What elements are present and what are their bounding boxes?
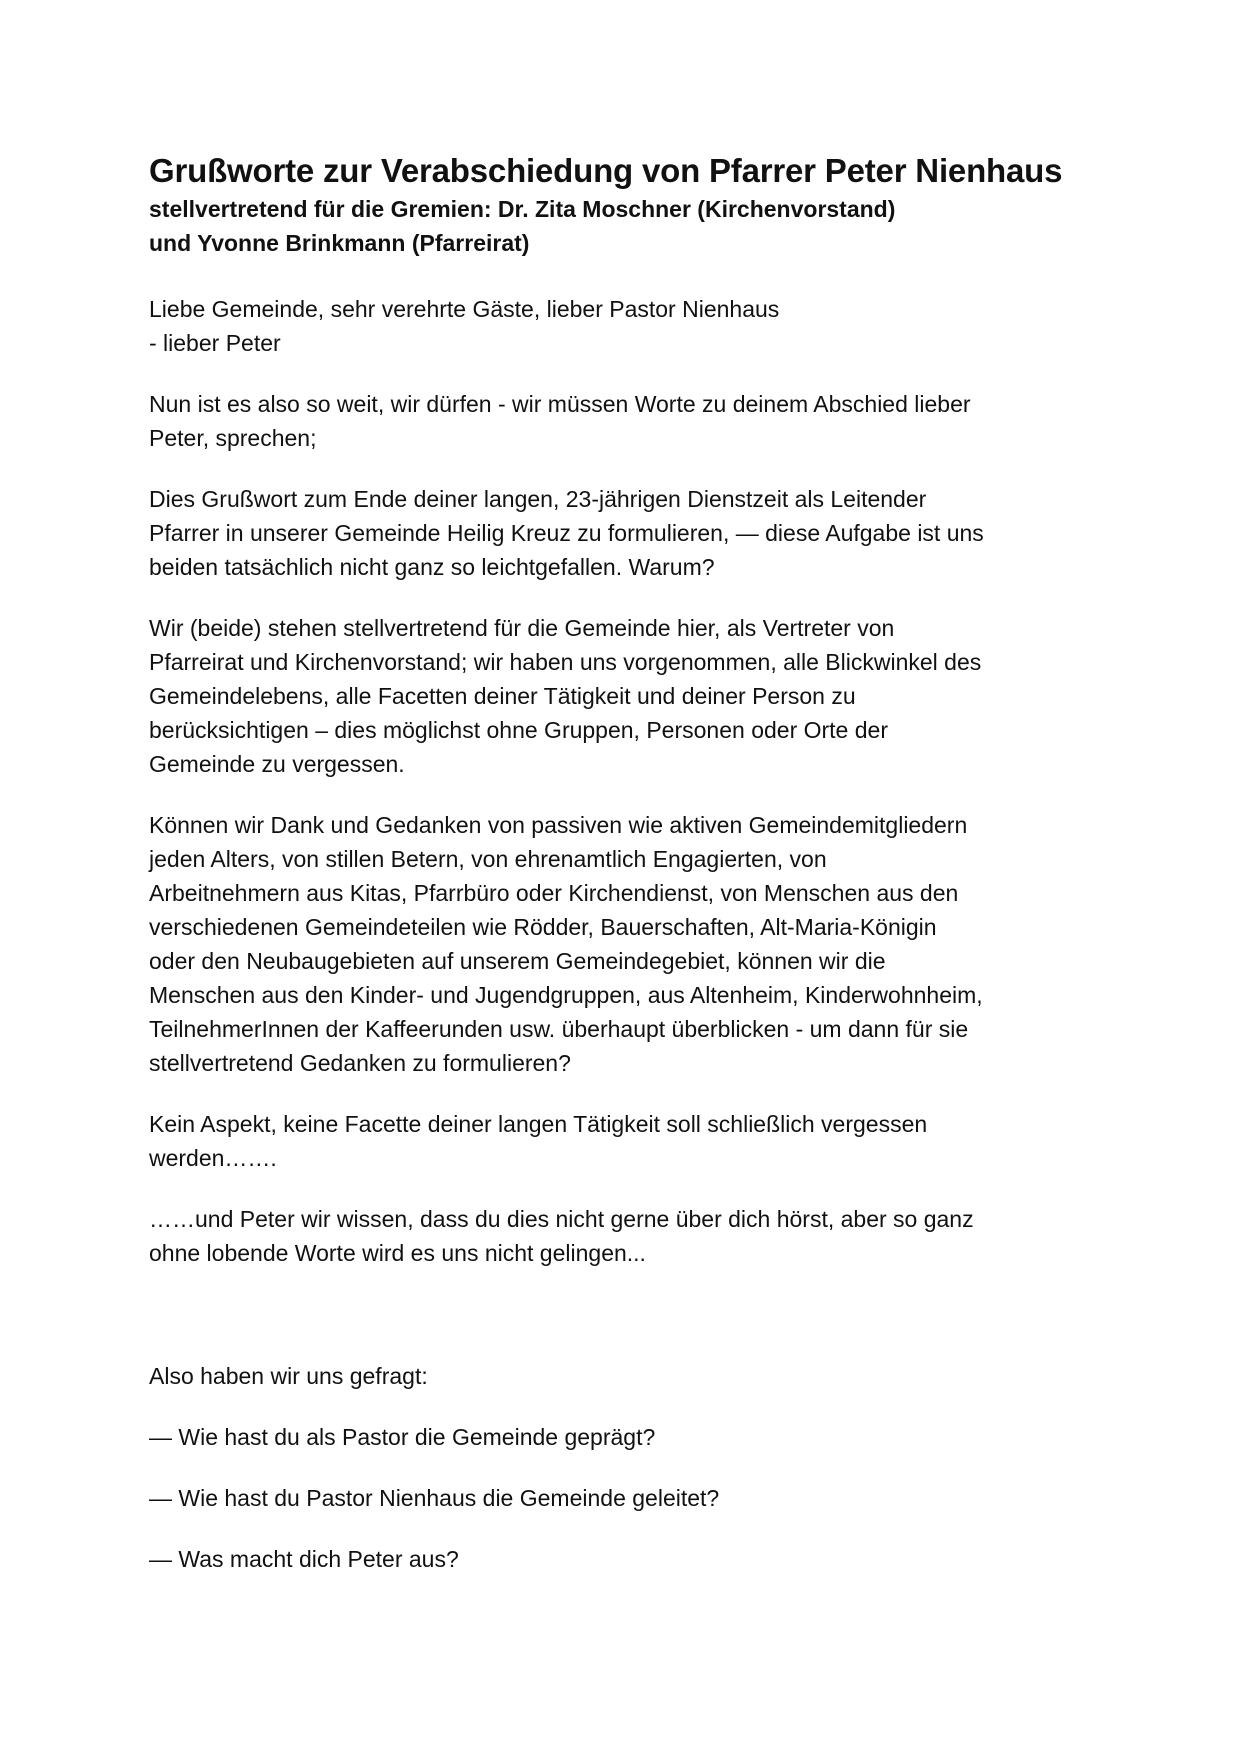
paragraph-line: TeilnehmerInnen der Kaffeerunden usw. überhaupt überblicken - um dann für sie [149,1016,969,1042]
paragraph-line: Menschen aus den Kinder- und Jugendgruppen, aus Altenheim, Kinderwohnheim, [149,982,983,1008]
paragraph-2 [149,482,1109,584]
paragraph-line: Peter, sprechen; [149,425,317,451]
subtitle-line: und Yvonne Brinkmann (Pfarreirat) [149,230,530,256]
paragraph-line: Wir (beide) stehen stellvertretend für die Gemeinde hier, als Vertreter von [149,615,895,641]
paragraph-line: Arbeitnehmern aus Kitas, Pfarrbüro oder Kirchendienst, von Menschen aus den [149,880,959,906]
paragraph-6 [149,1202,1109,1270]
question-item: — Wie hast du als Pastor die Gemeinde geprägt? [149,1424,656,1450]
paragraph-line: ohne lobende Worte wird es uns nicht gelingen... [149,1240,646,1266]
document-title: Grußworte zur Verabschiedung von Pfarrer Peter Nienhaus [149,152,1063,189]
paragraph-line: Pfarreirat und Kirchenvorstand; wir haben uns vorgenommen, alle Blickwinkel des [149,649,982,675]
paragraph-line: Nun ist es also so weit, wir dürfen - wir müssen Worte zu deinem Abschied lieber [149,391,971,417]
greeting-paragraph [149,292,1109,360]
paragraph-line: Gemeinde zu vergessen. [149,751,405,777]
paragraph-line: jeden Alters, von stillen Betern, von ehrenamtlich Engagierten, von [149,846,827,872]
question-item: — Was macht dich Peter aus? [149,1546,459,1572]
paragraph-line: oder den Neubaugebieten auf unserem Gemeindegebiet, können wir die [149,948,886,974]
paragraph-line: Kein Aspekt, keine Facette deiner langen Tätigkeit soll schließlich vergessen [149,1111,928,1137]
document-subtitle [149,192,1109,260]
paragraph-line: berücksichtigen – dies möglichst ohne Gruppen, Personen oder Orte der [149,717,888,743]
greeting-line: - lieber Peter [149,330,281,356]
paragraph-line: stellvertretend Gedanken zu formulieren? [149,1050,571,1076]
question-item: — Wie hast du Pastor Nienhaus die Gemeinde geleitet? [149,1485,720,1511]
document-body [149,150,1109,1576]
paragraph-line: beiden tatsächlich nicht ganz so leichtgefallen. Warum? [149,554,715,580]
greeting-line: Liebe Gemeinde, sehr verehrte Gäste, lieber Pastor Nienhaus [149,296,780,322]
question-intro: Also haben wir uns gefragt: [149,1363,428,1389]
paragraph-1 [149,387,1109,455]
paragraph-3 [149,611,1109,781]
paragraph-line: Gemeindelebens, alle Facetten deiner Tätigkeit und deiner Person zu [149,683,856,709]
paragraph-5 [149,1107,1109,1175]
paragraph-line: werden……. [149,1145,277,1171]
paragraph-line: ……und Peter wir wissen, dass du dies nicht gerne über dich hörst, aber so ganz [149,1206,974,1232]
paragraph-line: Pfarrer in unserer Gemeinde Heilig Kreuz zu formulieren, — diese Aufgabe ist uns [149,520,984,546]
paragraph-line: verschiedenen Gemeindeteilen wie Rödder, Bauerschaften, Alt-Maria-Königin [149,914,937,940]
subtitle-line: stellvertretend für die Gremien: Dr. Zita Moschner (Kirchenvorstand) [149,196,896,222]
paragraph-line: Dies Grußwort zum Ende deiner langen, 23-jährigen Dienstzeit als Leitender [149,486,927,512]
paragraph-4 [149,808,1109,1080]
paragraph-line: Können wir Dank und Gedanken von passiven wie aktiven Gemeindemitgliedern [149,812,968,838]
